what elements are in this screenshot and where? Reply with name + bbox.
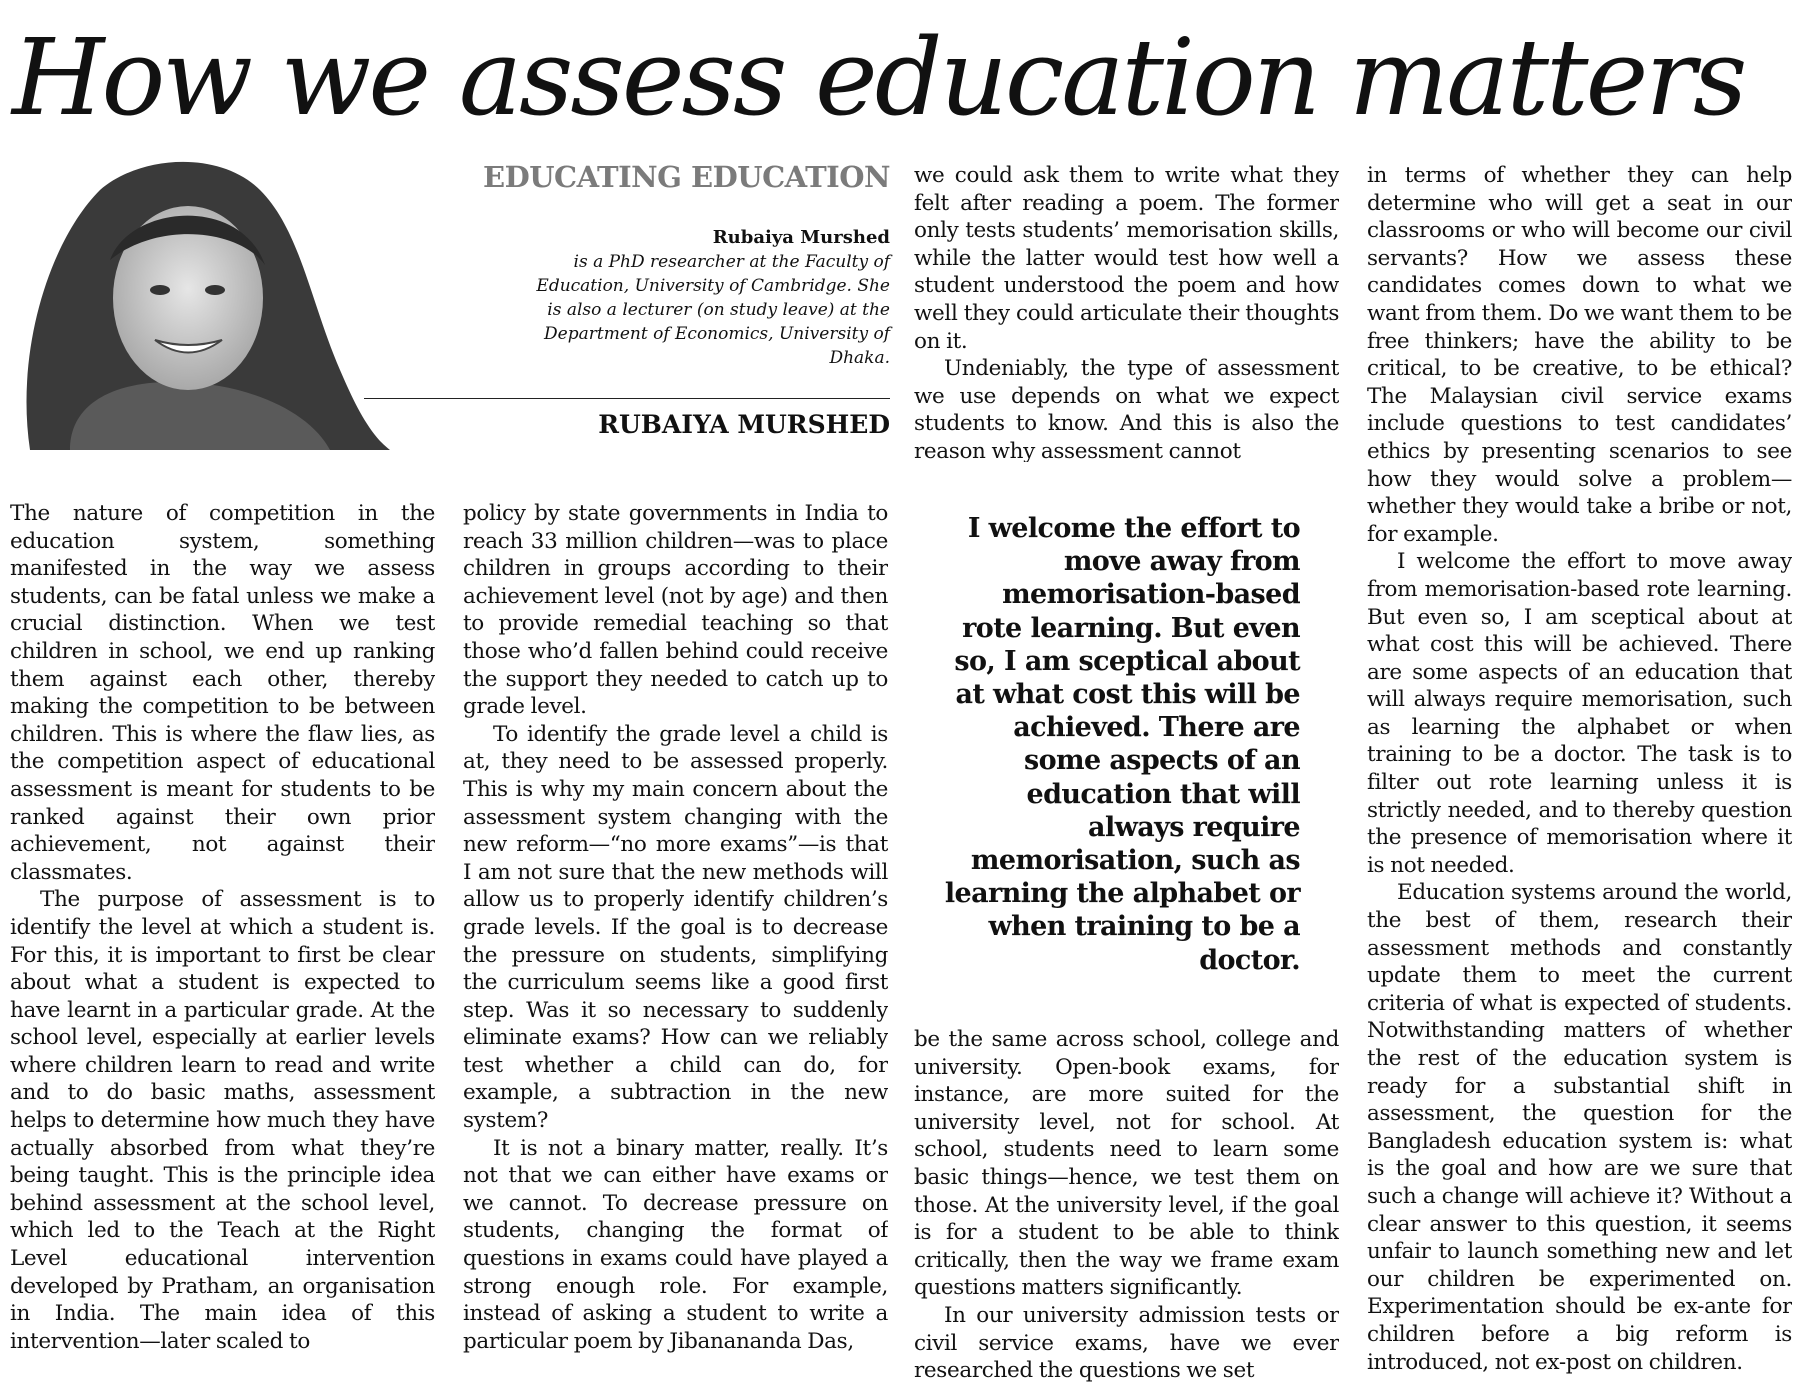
- article-column-4: [1367, 162, 1792, 1390]
- byline: RUBAIYA MURSHED: [598, 410, 890, 439]
- headline: How we assess education matters: [12, 16, 1745, 139]
- article-column-3-bottom: [914, 1026, 1339, 1391]
- author-photo: [10, 150, 390, 452]
- paragraph: I welcome the effort to move away from memorisation-based rote learning. But even so, I am sceptical about at what cost this will be achieved. There are some aspects of an education that will always require memorisation, such as learning the alphabet or when training to be a doctor. The task is to filter out rote learning unless it is strictly needed, and to thereby question the presence of memorisation where it is not needed.: [1367, 549, 1792, 878]
- author-bio-text: is a PhD researcher at the Faculty of Education, University of Cambridge. She is also a lecturer (on study leave) at the Department of Economics, University of Dhaka.: [536, 252, 890, 368]
- paragraph: It is not a binary matter, really. It’s not that we can either have exams or we cannot. To decrease pressure on students, changing the format of questions in exams could have played a strong enough role. For example, instead of asking a student to write a particular poem by Jibanananda Das,: [463, 1135, 888, 1354]
- pull-quote: I welcome the effort to move away from memorisation-based rote learning. But even so, I am sceptical about at what cost this will be achieved. There are some aspects of an education that will always require memorisation, such as learning the alphabet or when training to be a doctor.: [944, 513, 1300, 976]
- paragraph: we could ask them to write what they felt after reading a poem. The former only tests students’ memorisation skills, while the latter would test how well a student understood the poem and how well they could articulate their thoughts on it.: [914, 163, 1339, 354]
- paragraph: in terms of whether they can help determine who will get a seat in our classrooms or who will become our civil servants? How we assess these candidates comes down to what we want from them. Do we want them to be free thinkers; have the ability to be critical, to be creative, to be ethical? The Malaysian civil service exams include questions to test candidates’ ethics by presenting scenarios to see how they would solve a problem—whether they would take a bribe or not, for example.: [1367, 163, 1792, 547]
- paragraph: Undeniably, the type of assessment we use depends on what we expect students to know. And this is also the reason why assessment cannot: [914, 356, 1339, 462]
- paragraph: policy by state governments in India to reach 33 million children—was to place children in groups according to their achievement level (not by age) and then to provide remedial teaching so that those who’d fallen behind could receive the support they needed to catch up to grade level.: [463, 501, 888, 720]
- paragraph: In our university admission tests or civil service exams, have we ever researched the questions we set: [914, 1302, 1339, 1384]
- paragraph: The purpose of assessment is to identify the level at which a student is. For this, it is important to first be clear about what a student is expected to have learnt in a particular grade. At the school level, especially at earlier levels where children learn to read and write and to do basic maths, assessment helps to determine how much they have actually absorbed from what they’re being taught. This is the principle idea behind assessment at the school level, which led to the Teach at the Right Level educational intervention developed by Pratham, an organisation in India. The main idea of this intervention—later scaled to: [10, 887, 435, 1354]
- paragraph: Education systems around the world, the best of them, research their assessment methods and constantly update them to meet the current criteria of what is expected of students. Notwithstanding matters of whether the rest of the education system is ready for a substantial shift in assessment, the question for the Bangladesh education system is: what is the goal and how are we sure that such a change will achieve it? Without a clear answer to this question, it seems unfair to launch something new and let our children be experimented on. Experimentation should be ex-ante for children before a big reform is introduced, not ex-post on children.: [1367, 880, 1792, 1375]
- article-column-2: [463, 500, 888, 1390]
- paragraph: The nature of competition in the education system, something manifested in the way we assess students, can be fatal unless we make a crucial distinction. When we test children in school, we end up ranking them against each other, thereby making the competition to be between children. This is where the flaw lies, as the competition aspect of educational assessment is meant for students to be ranked against their own prior achievement, not against their classmates.: [10, 501, 435, 885]
- paragraph: be the same across school, college and university. Open-book exams, for instance, are more suited for the university level, not for school. At school, students need to learn some basic things—hence, we test them on those. At the university level, if the goal is for a student to be able to think critically, then the way we frame exam questions matters significantly.: [914, 1027, 1339, 1301]
- article-column-3-top: [914, 162, 1339, 462]
- author-bio-name: Rubaiya Murshed: [712, 227, 890, 248]
- author-bio: [520, 226, 890, 370]
- paragraph: To identify the grade level a child is at, they need to be assessed properly. This is why my main concern about the assessment system changing with the new reform—“no more exams”—is that I am not sure that the new methods will allow us to properly identify children’s grade levels. If the goal is to decrease the pressure on students, simplifying the curriculum seems like a good first step. Was it so necessary to suddenly eliminate exams? How can we reliably test whether a child can do, for example, a subtraction in the new system?: [463, 721, 888, 1134]
- article-column-1: [10, 500, 435, 1390]
- column-label: EDUCATING EDUCATION: [482, 160, 890, 194]
- byline-rule: [364, 398, 890, 399]
